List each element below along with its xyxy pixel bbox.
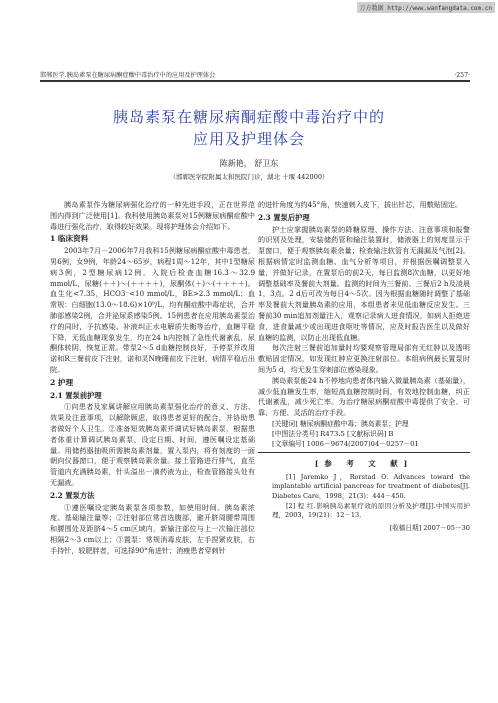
clinical-data-paragraph: 2003年7月－2006年7月我科15例糖尿病酮症酸中毒患者，男6例，女9例，年龄24～65岁，病程1周～12年，其中1型糖尿病3例，2型糖尿病12例。入院后检查血糖16.3～32.9 mmol/L，尿糖(＋＋)～(＋＋＋＋)，尿酮体(＋)～(＋＋＋＋)。血生化<7.35，HCO3⁻<10 mmol/L，BE>2.3 mmol/L；血常规：白细胞(13.0～18.6)×10⁹/L，均有酮症酸中毒症状，合并肺部感染2例，合并泌尿系感染5例。15例患者在应用胰岛素泵治疗的同时，予抗感染、补液纠正水电解质失衡等治疗，血糖平稳下降，无低血糖现象发生，均在24 h内控制了急性代谢紊乱，尿酮体转阴，恢复正常。带泵2～5 d血糖控制良好，予停泵并改用诺和R三餐前皮下注射，诺和灵N晚睡前皮下注射，病情平稳后出院。 <box>50 246 255 374</box>
pump-method-paragraph: ①遵医嘱设定胰岛素泵各项参数，如使用时间、胰岛素浓度、基础输注量等；②注射部位常首选腹部，避开脐周腰带周围和腰围处及距脐4～5 cm区域内，新输注部位与上一次输注部位相隔2～3 cm以上；③置泵：常规消毒皮肤，左手捏紧皮肤，右手持针，较肥胖者，可选择90°角进针；消瘦患者穿刺针 <box>50 502 255 555</box>
running-header-left: 邯郸医学.胰岛素泵在糖尿病酮症酸中毒治疗中的应用及护理体会 <box>40 71 216 79</box>
post-pump-care-paragraph: 护士应掌握胰岛素泵的降糖原理、操作方法、注意事项和报警的识别及处理，安装储药管和输注装置时，储液器上的刻度显示于泵窗口，便于观察胰岛素余量；检查输注软管有无漏漏及气泡[2]。根据病情定时监测血糖、血气分析等项目，并根据医嘱调整泵入量，并做好记录，在置泵后的前2天，每日监测8次血糖，以更好地调整基础率及餐前大剂量。监测的时间为三餐前、三餐后2 h及凌晨1，3点。2 d后可改为每日4～5次。因为根据血糖随时调整了基础率及餐前大剂量胰岛素的应用，本组患者未见低血糖反应发生。三餐前30 min追加剂量注入，观察记录病人进食情况，如病人拒绝进食，进食量减少或出现进食呕吐等情况，应及时报告医生以及做好血糖的监测，以防止出现低血糖。 <box>258 224 470 342</box>
classification-code: [中图法分类号] R473.5 [文献标识码] B <box>272 429 394 438</box>
references-heading: [参 考 文 献] <box>314 458 414 468</box>
left-column <box>50 200 255 557</box>
watermark-stamp: 万方数据 http://www.wanfangdata.com.cn <box>357 2 495 13</box>
reference-item: [1] Jaremko J，Rorstad O. Advances toward the implantable artificial pancreas for treatment of diabetes[J]. Diabetes Care，1998，21(3)：444－450. <box>272 472 470 500</box>
keywords: [关键词] 糖尿病酮症酸中毒；胰岛素泵；护理 <box>272 419 409 428</box>
subsection-heading: 2.1 置泵前护理 <box>50 390 102 400</box>
article-title <box>0 106 498 150</box>
title-line-2: 应用及护理体会 <box>192 130 305 148</box>
right-column <box>258 200 470 534</box>
received-date: [收稿日期] 2007－05－30 <box>389 523 470 532</box>
affiliation: （邯郸医学院附属太和医院门诊，湖北 十堰 442000） <box>169 173 329 181</box>
injection-site-paragraph: 每次注射三餐前追加量时均要观察管理局部有无红肿以及透明敷贴固定情况，如发现红肿应更换注射部位。本组病例最长置泵时间为5 d，均无发生穿刺部位感染现象。 <box>258 343 470 374</box>
divider <box>258 452 470 453</box>
continued-paragraph: 的进针角度为约45°角，快速刺入皮下，拔出针芯，用敷贴固定。 <box>258 200 463 209</box>
conclusion-paragraph: 胰岛素泵能24 h不停地向患者体内输入微量胰岛素（基础量），减少低血糖发生率，缩短高血糖控制时间，有效地控制血糖，纠正代谢紊乱，减少死亡率。为治疗糖尿病酮症酸中毒提供了安全、可靠、方便、灵活的治疗手段。 <box>258 375 470 418</box>
article-number: [文章编号] 1006－9674(2007)04－0257－01 <box>272 439 419 448</box>
intro-paragraph: 胰岛素泵作为糖尿病强化治疗的一种先进手段，正在世界范围内得到广泛使用[1]。我科使用胰岛素泵对15例糖尿病酮症酸中毒进行强化治疗，取得较好效果。现将护理体会介绍如下。 <box>50 200 255 231</box>
reference-item: [2] 程 红.影响胰岛素泵疗效的原因分析及护理[J].中国实用护理，2003，19(21)：12－13. <box>272 501 470 520</box>
authors: 陈新艳， 舒卫东 <box>219 159 279 168</box>
running-header <box>40 68 470 82</box>
title-line-1: 胰岛素泵在糖尿病酮症酸中毒治疗中的 <box>112 108 385 126</box>
section-heading: 2 护理 <box>50 377 74 387</box>
pre-pump-care-paragraph: ①向患者及家属讲解应用胰岛素泵强化治疗的意义、方法、效果及注意事项，以解除顾虑，取得患者更好的配合，并协助患者做好个人卫生。②准备短效胰岛素并调试好胰岛素泵，根据患者体重计算调试胰岛素泵，设定日期、时间，遵医嘱设定基础量。用储药器抽吸所需胰岛素剂量，置入泵内，将有刻度的一面朝向仪器窗口，便于观察胰岛素余量。接上管路进行排气，直至管道内充满胰岛素，针头溢出一滴药液为止，检查管路接头处有无漏液。 <box>50 402 255 487</box>
section-heading: 1 临床资料 <box>50 234 89 244</box>
subsection-heading: 2.3 置泵后护理 <box>258 212 310 222</box>
subsection-heading: 2.2 置泵方法 <box>50 490 95 500</box>
page-number: ·257· <box>454 71 470 79</box>
